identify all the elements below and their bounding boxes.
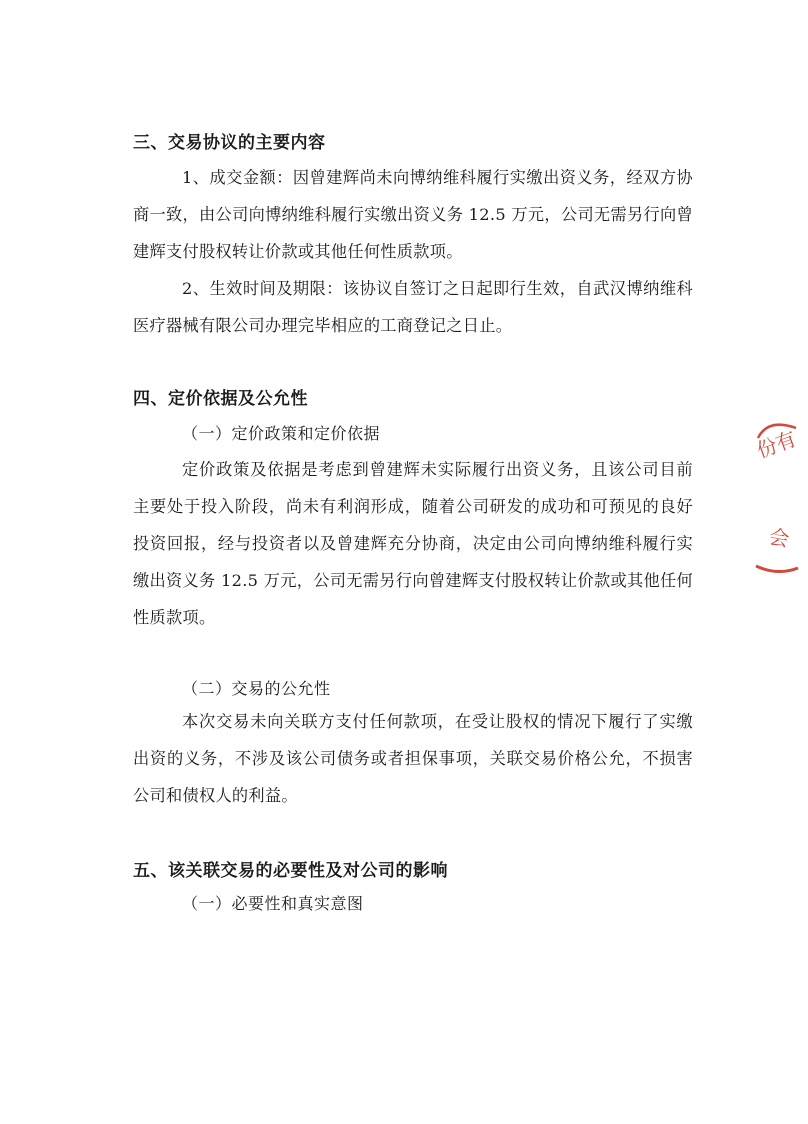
company-seal-icon xyxy=(738,398,808,588)
section-3-item-1: 1、成交金额：因曾建辉尚未向博纳维科履行实缴出资义务，经双方协商一致，由公司向博纳维科履行实缴出资义务 12.5 万元，公司无需另行向曾建辉支付股权转让价款或其他任何性质款项。 xyxy=(133,168,693,261)
section-3-heading: 三、交易协议的主要内容 xyxy=(133,133,326,153)
section-4-paragraph-2: 本次交易未向关联方支付任何款项，在受让股权的情况下履行了实缴出资的义务，不涉及该公司债务或者担保事项，关联交易价格公允，不损害公司和债权人的利益。 xyxy=(133,712,693,805)
section-4-paragraph-1: 定价政策及依据是考虑到曾建辉未实际履行出资义务，且该公司目前主要处于投入阶段，尚未有利润形成，随着公司研发的成功和可预见的良好投资回报，经与投资者以及曾建辉充分协商，决定由公司向博纳维科履行实缴出资义务 12.5 万元，公司无需另行向曾建辉支付股权转让价款或其他任何性质款项。 xyxy=(133,460,693,627)
section-4-heading: 四、定价依据及公允性 xyxy=(133,389,308,409)
seal-arc-bottom xyxy=(756,566,798,572)
section-4-sub-1: （一）定价政策和定价依据 xyxy=(182,424,381,443)
section-5-sub-1: （一）必要性和真实意图 xyxy=(182,894,364,913)
section-4-sub-2: （二）交易的公允性 xyxy=(182,679,331,698)
seal-text-bottom: 会 xyxy=(767,524,791,552)
section-3-item-2: 2、生效时间及期限：该协议自签订之日起即行生效，自武汉博纳维科医疗器械有限公司办理完毕相应的工商登记之日止。 xyxy=(133,279,693,335)
section-5-heading: 五、该关联交易的必要性及对公司的影响 xyxy=(133,861,448,881)
seal-text-top: 份有 xyxy=(753,426,800,463)
